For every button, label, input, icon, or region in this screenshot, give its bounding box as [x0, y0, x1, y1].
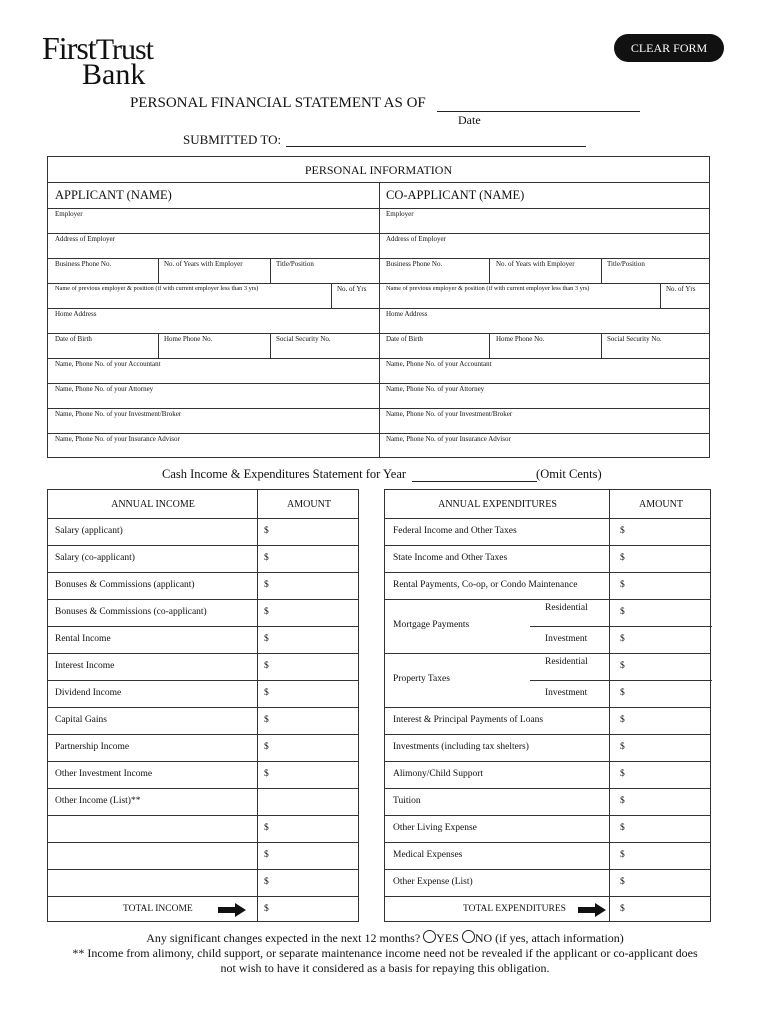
income-row	[48, 734, 358, 735]
expend-amount-field[interactable]: $	[620, 850, 625, 860]
expend-amount-field[interactable]: $	[620, 607, 625, 617]
expend-row-label: Interest & Principal Payments of Loans	[393, 715, 544, 725]
income-total-row	[48, 896, 358, 897]
expend-amount-field[interactable]: $	[620, 580, 625, 590]
coapplicant-employer-address-field[interactable]: Address of Employer	[386, 235, 446, 243]
applicant-attorney-field[interactable]: Name, Phone No. of your Attorney	[55, 385, 154, 393]
applicant-name-label[interactable]: APPLICANT (NAME)	[55, 188, 172, 202]
arrow-right-icon	[578, 903, 606, 917]
income-amount-field[interactable]: $	[264, 688, 269, 698]
expend-row-label: Other Expense (List)	[393, 877, 473, 887]
coapplicant-name-label[interactable]: CO-APPLICANT (NAME)	[386, 188, 525, 202]
year-input-line[interactable]	[412, 481, 537, 482]
expend-row	[385, 707, 710, 708]
expend-row	[385, 761, 710, 762]
expend-amount-field[interactable]: $	[620, 823, 625, 833]
expend-amount-field[interactable]: $	[620, 661, 625, 671]
logo-bank: Bank	[82, 58, 146, 91]
total-income-field[interactable]: $	[264, 904, 269, 914]
income-note-line2: not wish to have it considered as a basis for repaying this obligation.	[220, 961, 550, 975]
income-row-label: Interest Income	[55, 661, 115, 671]
coapplicant-home-address-field[interactable]: Home Address	[386, 310, 428, 318]
expend-amount-field[interactable]: $	[620, 742, 625, 752]
income-amount-field[interactable]: $	[264, 634, 269, 644]
income-amount-field[interactable]: $	[264, 607, 269, 617]
applicant-employer-address-field[interactable]: Address of Employer	[55, 235, 115, 243]
expend-row-label: Tuition	[393, 796, 421, 806]
total-expenditures-label: TOTAL EXPENDITURES	[463, 904, 566, 914]
expend-row-label: Medical Expenses	[393, 850, 463, 860]
income-row	[48, 572, 358, 573]
personal-information-table	[47, 156, 710, 458]
no-radio[interactable]	[462, 930, 475, 943]
income-row	[48, 842, 358, 843]
income-row-label: Rental Income	[55, 634, 111, 644]
coapplicant-home-phone-field[interactable]: Home Phone No.	[496, 335, 545, 343]
expend-amount-field[interactable]: $	[620, 688, 625, 698]
expend-row	[530, 626, 712, 627]
coapplicant-years-employer-field[interactable]: No. of Years with Employer	[496, 260, 575, 268]
expend-row-label: Rental Payments, Co-op, or Condo Maintenance	[393, 580, 578, 590]
personal-information-header: PERSONAL INFORMATION	[48, 157, 709, 183]
investment-label: Investment	[545, 634, 588, 644]
income-row-label: Partnership Income	[55, 742, 130, 752]
yes-radio[interactable]	[423, 930, 436, 943]
income-row	[48, 761, 358, 762]
income-row-label: Dividend Income	[55, 688, 122, 698]
expend-amount-field[interactable]: $	[620, 526, 625, 536]
income-row	[48, 518, 358, 519]
expend-amount-field[interactable]: $	[620, 877, 625, 887]
income-row	[48, 869, 358, 870]
expend-row	[385, 572, 710, 573]
annual-expenditures-table	[384, 489, 711, 922]
income-row-label: Bonuses & Commissions (co-applicant)	[55, 607, 207, 617]
coapplicant-accountant-field[interactable]: Name, Phone No. of your Accountant	[386, 360, 492, 368]
coapplicant-insurance-field[interactable]: Name, Phone No. of your Insurance Advisor	[386, 435, 511, 443]
income-row	[48, 653, 358, 654]
applicant-years-employer-field[interactable]: No. of Years with Employer	[164, 260, 243, 268]
expend-amount-field[interactable]: $	[620, 634, 625, 644]
expend-row	[530, 680, 712, 681]
total-income-label: TOTAL INCOME	[123, 904, 193, 914]
income-amount-field[interactable]: $	[264, 742, 269, 752]
expend-row	[385, 518, 710, 519]
expend-row	[385, 599, 710, 600]
applicant-investment-field[interactable]: Name, Phone No. of your Investment/Broker	[55, 410, 182, 418]
expend-amount-field[interactable]: $	[620, 769, 625, 779]
clear-form-button[interactable]: CLEAR FORM	[614, 34, 724, 62]
date-caption: Date	[458, 113, 481, 127]
income-amount-field[interactable]: $	[264, 526, 269, 536]
applicant-prev-employer-field[interactable]: Name of previous employer & position (if with current employer less than 3 yrs)	[55, 285, 259, 292]
income-amount-field[interactable]: $	[264, 715, 269, 725]
applicant-title-field[interactable]: Title/Position	[276, 260, 314, 268]
income-row	[48, 599, 358, 600]
income-row-label: Other Income (List)**	[55, 796, 141, 806]
income-row-label: Other Investment Income	[55, 769, 153, 779]
income-amount-field[interactable]: $	[264, 580, 269, 590]
expend-row	[385, 869, 710, 870]
income-amount-field[interactable]: $	[264, 769, 269, 779]
coapplicant-no-yrs-field[interactable]: No. of Yrs	[666, 285, 696, 293]
total-expenditures-field[interactable]: $	[620, 904, 625, 914]
income-row-label: Bonuses & Commissions (applicant)	[55, 580, 195, 590]
expend-row-label: Other Living Expense	[393, 823, 477, 833]
annual-income-table	[47, 489, 359, 922]
coapplicant-business-phone-field[interactable]: Business Phone No.	[386, 260, 443, 268]
coapplicant-investment-field[interactable]: Name, Phone No. of your Investment/Broker	[386, 410, 513, 418]
expend-row	[385, 734, 710, 735]
income-row	[48, 680, 358, 681]
applicant-no-yrs-field[interactable]: No. of Yrs	[337, 285, 367, 293]
expend-row	[385, 653, 710, 654]
changes-question: Any significant changes expected in the next 12 months? YES NO (if yes, attach information)	[146, 931, 624, 945]
applicant-home-address-field[interactable]: Home Address	[55, 310, 97, 318]
cash-statement-title: Cash Income & Expenditures Statement for Year (Omit Cents)	[162, 467, 602, 481]
expend-header-label: ANNUAL EXPENDITURES	[438, 499, 557, 510]
expend-amount-field[interactable]: $	[620, 715, 625, 725]
expend-row-label: Property Taxes	[393, 674, 450, 684]
income-amount-field[interactable]: $	[264, 850, 269, 860]
expend-row	[385, 788, 710, 789]
income-header-amount: AMOUNT	[287, 499, 331, 510]
expend-header-amount: AMOUNT	[639, 499, 683, 510]
submitted-to-input-line[interactable]	[286, 146, 586, 147]
applicant-insurance-field[interactable]: Name, Phone No. of your Insurance Advisor	[55, 435, 180, 443]
expend-row-label: State Income and Other Taxes	[393, 553, 508, 563]
income-note-line1: ** Income from alimony, child support, or separate maintenance income need not be revealed if the applicant or co-applicant does	[72, 946, 698, 960]
income-amount-field[interactable]: $	[264, 661, 269, 671]
expend-amount-field[interactable]: $	[620, 796, 625, 806]
logo-trust: Trust	[95, 33, 153, 66]
income-amount-field[interactable]: $	[264, 823, 269, 833]
income-row-label: Salary (applicant)	[55, 526, 123, 536]
coapplicant-dob-field[interactable]: Date of Birth	[386, 335, 423, 343]
expend-row-label: Investments (including tax shelters)	[393, 742, 529, 752]
expend-total-row	[385, 896, 710, 897]
coapplicant-employer-field[interactable]: Employer	[386, 210, 414, 218]
expend-row	[385, 545, 710, 546]
form-title: PERSONAL FINANCIAL STATEMENT AS OF	[130, 95, 426, 111]
expend-amount-field[interactable]: $	[620, 553, 625, 563]
submitted-to-label: SUBMITTED TO:	[183, 132, 282, 147]
income-row	[48, 545, 358, 546]
coapplicant-prev-employer-field[interactable]: Name of previous employer & position (if with current employer less than 3 yrs)	[386, 285, 590, 292]
investment-label: Investment	[545, 688, 588, 698]
expend-row-label: Alimony/Child Support	[393, 769, 483, 779]
applicant-employer-field[interactable]: Employer	[55, 210, 83, 218]
logo-first: First	[42, 30, 96, 66]
date-input-line[interactable]	[437, 111, 640, 112]
applicant-business-phone-field[interactable]: Business Phone No.	[55, 260, 112, 268]
income-row	[48, 707, 358, 708]
income-row	[48, 626, 358, 627]
income-row-label: Capital Gains	[55, 715, 107, 725]
coapplicant-ssn-field[interactable]: Social Security No.	[607, 335, 662, 343]
coapplicant-title-field[interactable]: Title/Position	[607, 260, 645, 268]
coapplicant-attorney-field[interactable]: Name, Phone No. of your Attorney	[386, 385, 485, 393]
income-row	[48, 815, 358, 816]
expend-row	[385, 815, 710, 816]
applicant-home-phone-field[interactable]: Home Phone No.	[164, 335, 213, 343]
income-amount-field[interactable]: $	[264, 877, 269, 887]
arrow-right-icon	[218, 903, 246, 917]
residential-label: Residential	[545, 657, 588, 667]
applicant-ssn-field[interactable]: Social Security No.	[276, 335, 331, 343]
income-row	[48, 788, 358, 789]
income-amount-field[interactable]: $	[264, 553, 269, 563]
applicant-accountant-field[interactable]: Name, Phone No. of your Accountant	[55, 360, 161, 368]
income-header-label: ANNUAL INCOME	[111, 499, 195, 510]
expend-row-label: Mortgage Payments	[393, 620, 470, 630]
residential-label: Residential	[545, 603, 588, 613]
income-row-label: Salary (co-applicant)	[55, 553, 135, 563]
expend-row-label: Federal Income and Other Taxes	[393, 526, 517, 536]
expend-row	[385, 842, 710, 843]
applicant-dob-field[interactable]: Date of Birth	[55, 335, 92, 343]
